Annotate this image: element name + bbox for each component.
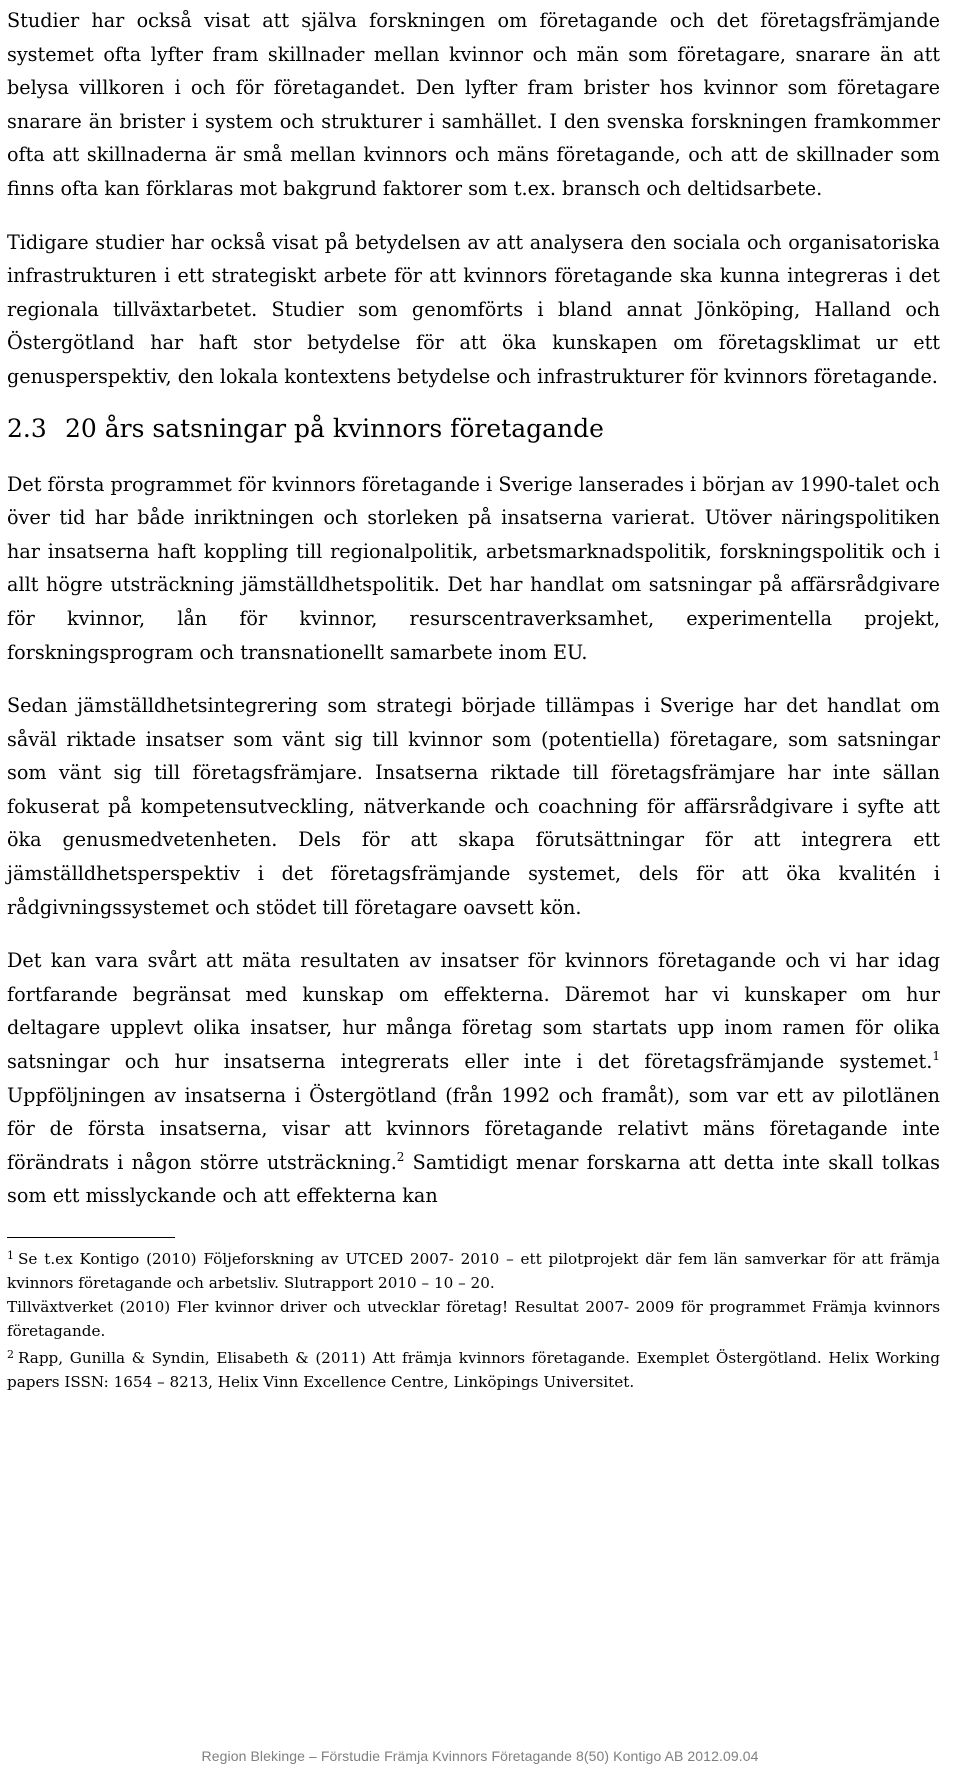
paragraph-text-part-1: Det kan vara svårt att mäta resultaten av insatser för kvinnors företagande och vi har idag fortfarande begränsat med kunskap om effekterna. Däremot har vi kunskaper om hur deltagare upplevt olika insatser, hur många företag som startats upp inom ramen för olika satsningar och hur insatserna integrerats eller inte i det företagsfrämjande systemet. xyxy=(7,949,940,1074)
section-number: 2.3 xyxy=(7,413,47,443)
footnote-1-text: Se t.ex Kontigo (2010) Följeforskning av UTCED 2007- 2010 – ett pilotprojekt där fem län samverkar för att främja kvinnors företagande och arbetsliv. Slutrapport 2010 – 10 – 20. xyxy=(7,1250,940,1292)
footnote-reference-2[interactable]: 2 xyxy=(396,1149,405,1164)
footnote-divider xyxy=(7,1237,175,1238)
footnote-2 xyxy=(7,1343,940,1394)
paragraph-text-part-2: Uppföljningen av insatserna i Östergötland (från 1992 och framåt), som var ett av pilotlänen för de första insatserna, visar att kvinnors företagande relativt mäns företagande inte förändrats i någon större utsträckning. xyxy=(7,1083,940,1174)
footnote-reference-1[interactable]: 1 xyxy=(932,1049,940,1064)
section-title: 20 års satsningar på kvinnors företagande xyxy=(65,413,604,443)
paragraph-text-part-3: Samtidigt menar forskarna att detta inte skall tolkas som ett misslyckande och att effekterna kan xyxy=(7,1150,940,1208)
section-paragraph-2: Sedan jämställdhetsintegrering som strategi började tillämpas i Sverige har det handlat om såväl riktade insatser som vänt sig till kvinnor som (potentiella) företagare, som satsningar som vänt sig till företagsfrämjare. Insatserna riktade till företagsfrämjare har inte sällan fokuserat på kompetensutveckling, nätverkande och coachning för affärsrådgivare i syfte att öka genusmedvetenheten. Dels för att skapa förutsättningar för att integrera ett jämställdhetsperspektiv i det företagsfrämjande systemet, dels för att öka kvalitén i rådgivningssystemet och stödet till företagare oavsett kön. xyxy=(7,694,940,919)
footnote-1 xyxy=(7,1244,940,1295)
section-heading xyxy=(7,412,940,446)
footnote-1-continuation: Tillväxtverket (2010) Fler kvinnor driver och utvecklar företag! Resultat 2007- 2009 för programmet Främja kvinnors företagande. xyxy=(7,1298,940,1340)
body-paragraph-1: Studier har också visat att själva forskningen om företagande och det företagsfrämjande systemet ofta lyfter fram skillnader mellan kvinnor och män som företagare, snarare än att belysa villkoren i och för företagandet. Den lyfter fram brister hos kvinnor som företagare snarare än brister i system och strukturer i samhället. I den svenska forskningen framkommer ofta att skillnaderna är små mellan kvinnors och mäns företagande, och att de skillnader som finns ofta kan förklaras mot bakgrund faktorer som t.ex. bransch och deltidsarbete. xyxy=(7,9,940,200)
footnote-mark-1: 1 xyxy=(7,1249,14,1262)
page-footer: Region Blekinge – Förstudie Främja Kvinnors Företagande 8(50) Kontigo AB 2012.09.04 xyxy=(201,1748,759,1764)
body-paragraph-2: Tidigare studier har också visat på betydelsen av att analysera den sociala och organisatoriska infrastrukturen i ett strategiskt arbete för att kvinnors företagande ska kunna integreras i det regionala tillväxtarbetet. Studier som genomförts i bland annat Jönköping, Halland och Östergötland har haft stor betydelse för att öka kunskapen om företagsklimat ur ett genusperspektiv, den lokala kontextens betydelse och infrastrukturer för kvinnors företagande. xyxy=(7,230,940,388)
section-paragraph-1: Det första programmet för kvinnors företagande i Sverige lanserades i början av 1990-talet och över tid har både inriktningen och storleken på insatserna varierat. Utöver näringspolitiken har insatserna haft koppling till regionalpolitik, arbetsmarknadspolitik, forskningspolitik och i allt högre utsträckning jämställdhetspolitik. Det har handlat om satsningar på affärsrådgivare för kvinnor, lån för kvinnor, resurscentraverksamhet, experimentella projekt, forskningsprogram och transnationellt samarbete inom EU. xyxy=(7,472,940,664)
footnote-2-text: Rapp, Gunilla & Syndin, Elisabeth & (2011) Att främja kvinnors företagande. Exemplet Östergötland. Helix Working papers ISSN: 1654 – 8213, Helix Vinn Excellence Centre, Linköpings Universitet. xyxy=(7,1349,940,1391)
section-paragraph-3 xyxy=(7,944,940,1213)
footnotes xyxy=(7,1244,940,1394)
footnote-mark-2: 2 xyxy=(7,1348,14,1361)
